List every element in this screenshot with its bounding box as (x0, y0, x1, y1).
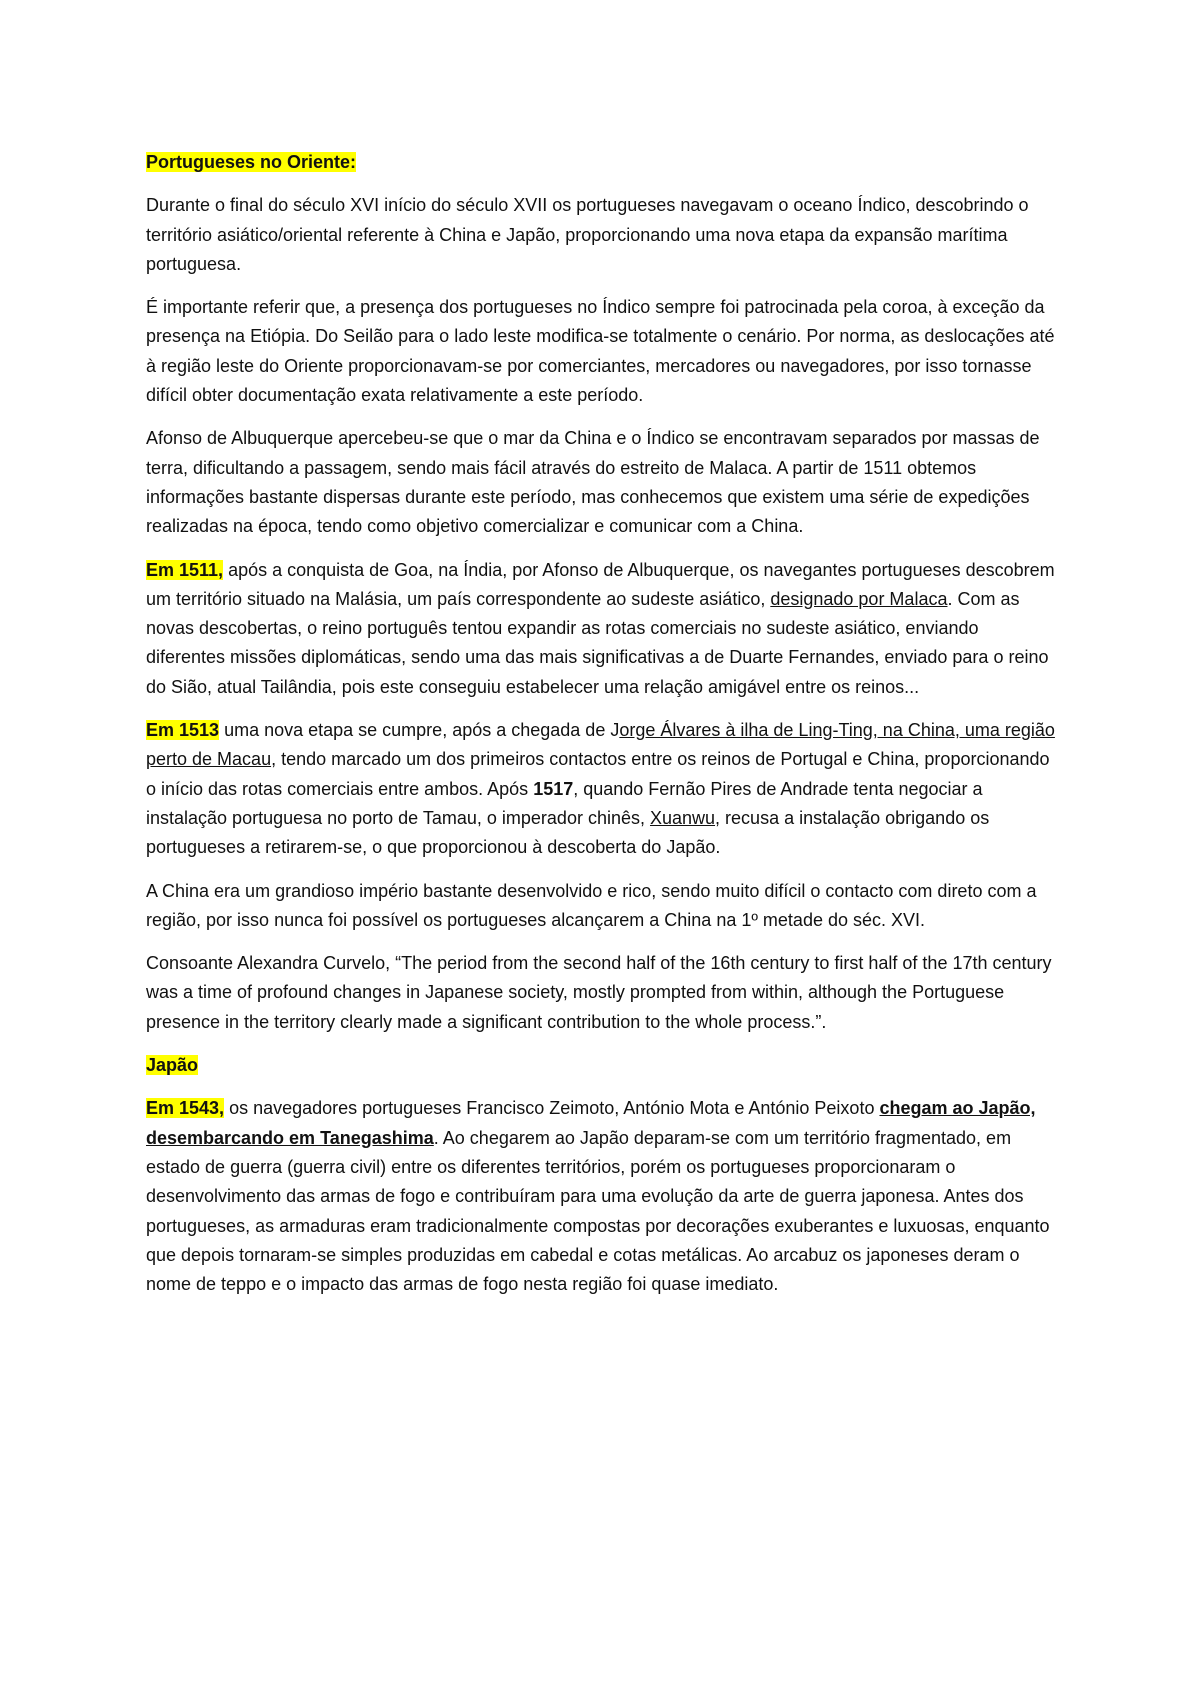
section-heading-paragraph (146, 1051, 1062, 1080)
paragraph-4 (146, 556, 1062, 702)
p8-text-1: os navegadores portugueses Francisco Zeimoto, António Mota e António Peixoto (224, 1098, 880, 1119)
p8-bold-underline-tanegashima: chegam ao Japão, desembarcando em Tanegashima (146, 1098, 1036, 1148)
paragraph-2: É importante referir que, a presença dos portugueses no Índico sempre foi patrocinada pela coroa, à exceção da presença na Etiópia. Do Seilão para o lado leste modifica-se totalmente o cenário. Por norma, as deslocações até à região leste do Oriente proporcionavam-se por comerciantes, mercadores ou navegadores, por isso tornasse difícil obter documentação exata relativamente a este período. (146, 297, 1055, 406)
highlight-1513: Em 1513 (146, 720, 220, 741)
p5-text-1: uma nova etapa se cumpre, após a chegada de J (219, 720, 620, 741)
paragraph-1: Durante o final do século XVI início do século XVII os portugueses navegavam o oceano Índico, descobrindo o território asiático/oriental referente à China e Japão, proporcionando uma nova etapa da expansão marítima portuguesa. (146, 195, 1029, 274)
section-heading-japao: Japão (146, 1055, 199, 1076)
p5-text-3: , quando Fernão Pires de Andrade tenta negociar a instalação portuguesa no porto de Tamau, o imperador chinês, (146, 778, 983, 828)
p5-text-4: , recusa a instalação obrigando os portugueses a retirarem-se, o que proporcionou à descoberta do Japão. (146, 807, 990, 858)
highlight-1543: Em 1543, (146, 1098, 225, 1119)
p4-text-1: após a conquista de Goa, na Índia, por Afonso de Albuquerque, os navegantes portugueses descobrem um território situado na Malásia, um país correspondente ao sudeste asiático, (146, 559, 1055, 609)
p5-underline-jorge-alvares: orge Álvares à ilha de Ling-Ting, na China, uma região perto de Macau (146, 720, 1055, 770)
paragraph-8 (146, 1094, 1062, 1299)
paragraph-6: A China era um grandioso império bastante desenvolvido e rico, sendo muito difícil o contacto com direto com a região, por isso nunca foi possível os portugueses alcançarem a China na 1º metade do séc. XVI. (146, 880, 1037, 930)
paragraph-3: Afonso de Albuquerque apercebeu-se que o mar da China e o Índico se encontravam separados por massas de terra, dificultando a passagem, sendo mais fácil através do estreito de Malaca. A partir de 1511 obtemos informações bastante dispersas durante este período, mas conhecemos que existem uma série de expedições realizadas na época, tendo como objetivo comercializar e comunicar com a China. (146, 428, 1040, 537)
p4-underline-malaca: designado por Malaca (770, 588, 948, 609)
p5-text-2: , tendo marcado um dos primeiros contactos entre os reinos de Portugal e China, proporcionando o início das rotas comerciais entre ambos. Após (146, 749, 1050, 799)
p5-underline-xuanwu: Xuanwu (649, 807, 716, 828)
p4-text-2: . Com as novas descobertas, o reino português tentou expandir as rotas comerciais no sudeste asiático, enviando diferentes missões diplomáticas, sendo uma das mais significativas a de Duarte Fernandes, enviado para o reino do Sião, atual Tailândia, pois este conseguiu estabelecer uma relação amigável entre os reinos... (146, 588, 1049, 697)
p8-text-2: . Ao chegarem ao Japão deparam-se com um território fragmentado, em estado de guerra (guerra civil) entre os diferentes territórios, porém os portugueses proporcionaram o desenvolvimento das armas de fogo e contribuíram para uma evolução da arte de guerra japonesa. Antes dos portugueses, as armaduras eram tradicionalmente compostas por decorações exuberantes e luxuosas, enquanto que depois tornaram-se simples produzidas em cabedal e cotas metálicas. Ao arcabuz os japoneses deram o nome de teppo e o impacto das armas de fogo nesta região foi quase imediato. (146, 1127, 1050, 1295)
document-body (146, 148, 1062, 1313)
document-title: Portugueses no Oriente: (146, 152, 357, 172)
p5-bold-1517: 1517 (533, 778, 574, 799)
paragraph-5 (146, 716, 1062, 862)
highlight-1511: Em 1511, (146, 559, 224, 580)
paragraph-7: Consoante Alexandra Curvelo, “The period from the second half of the 16th century to first half of the 17th century was a time of profound changes in Japanese society, mostly prompted from within, although the Portuguese presence in the territory clearly made a significant contribution to the whole process.”. (146, 953, 1052, 1032)
title-paragraph (146, 148, 1062, 177)
